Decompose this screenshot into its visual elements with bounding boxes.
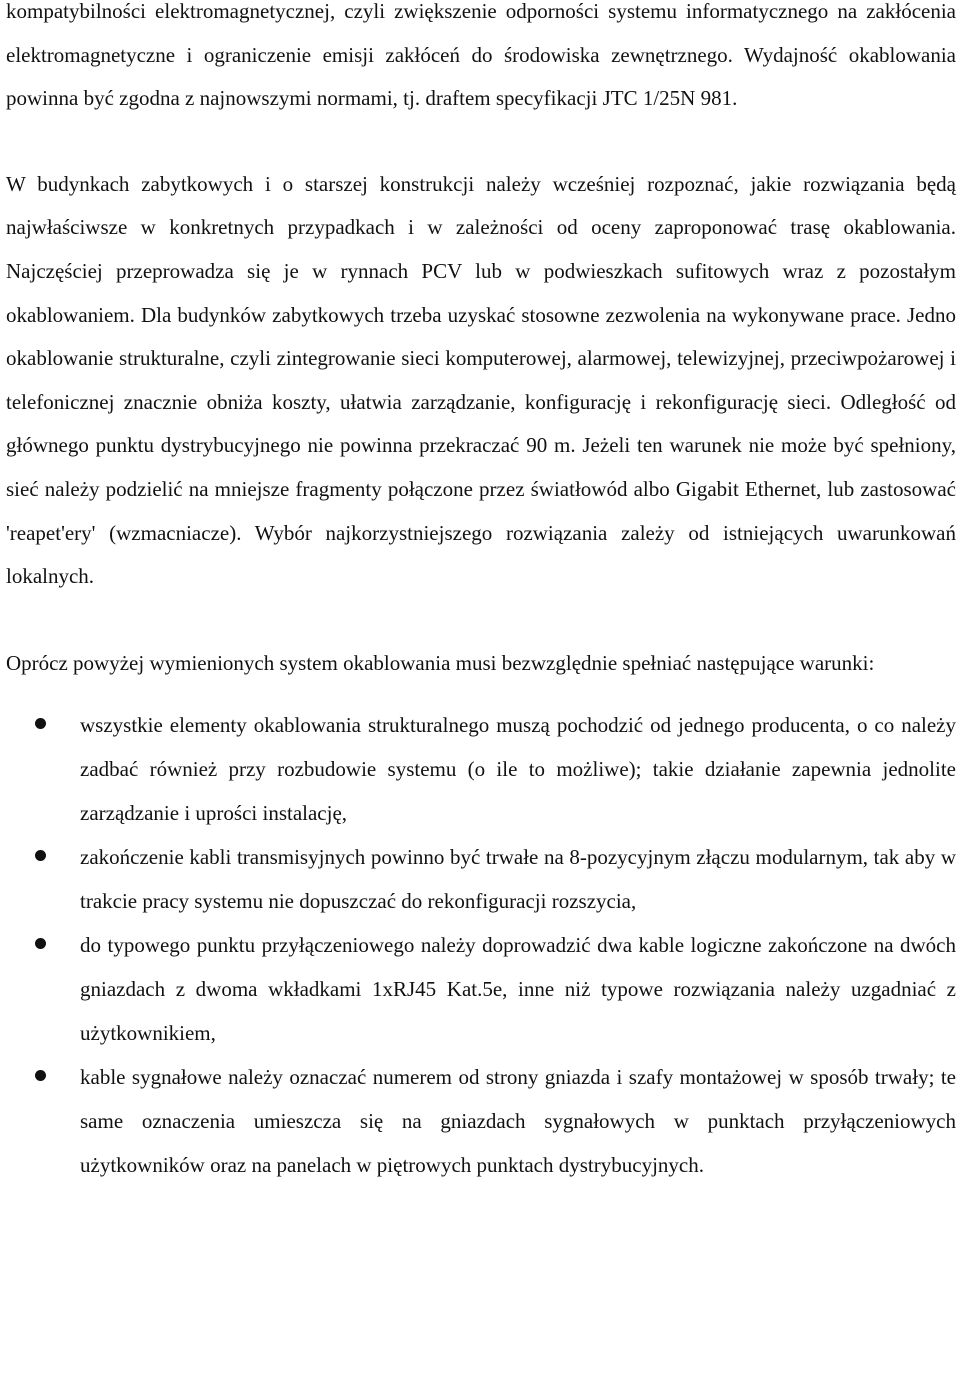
document-page: [6, 0, 956, 1187]
bullet-icon: [35, 718, 46, 729]
paragraph-historic-buildings: W budynkach zabytkowych i o starszej konstrukcji należy wcześniej rozpoznać, jakie rozwiązania będą najwłaściwsze w konkretnych przypadkach i w zależności od oceny zaproponować trasę okablowania. Najczęściej przeprowadza się je w rynnach PCV lub w podwieszkach sufitowych wraz z pozostałym okablowaniem. Dla budynków zabytkowych trzeba uzyskać stosowne zezwolenia na wykonywane prace. Jedno okablowanie strukturalne, czyli zintegrowanie sieci komputerowej, alarmowej, telewizyjnej, przeciwpożarowej i telefonicznej znacznie obniża koszty, ułatwia zarządzanie, konfigurację i rekonfigurację sieci. Odległość od głównego punktu dystrybucyjnego nie powinna przekraczać 90 m. Jeżeli ten warunek nie może być spełniony, sieć należy podzielić na mniejsze fragmenty połączone przez światłowód albo Gigabit Ethernet, lub zastosować 'reapet'ery' (wzmacniacze). Wybór najkorzystniejszego rozwiązania zależy od istniejących uwarunkowań lokalnych.: [6, 171, 956, 589]
bullet-icon: [35, 938, 46, 949]
list-item: [6, 923, 956, 1055]
list-item-text: do typowego punktu przyłączeniowego należy doprowadzić dwa kable logiczne zakończone na dwóch gniazdach z dwoma wkładkami 1xRJ45 Kat.5e, inne niż typowe rozwiązania należy uzgadniać z użytkownikiem,: [80, 932, 956, 1045]
list-item: [6, 835, 956, 923]
bullet-icon: [35, 1070, 46, 1081]
list-item: [6, 1055, 956, 1187]
requirements-list: [6, 703, 956, 1187]
list-item-text: zakończenie kabli transmisyjnych powinno być trwałe na 8-pozycyjnym złączu modularnym, tak aby w trakcie pracy systemu nie dopuszczać do rekonfiguracji rozszycia,: [80, 844, 956, 913]
list-item-text: kable sygnałowe należy oznaczać numerem od strony gniazda i szafy montażowej w sposób trwały; te same oznaczenia umieszcza się na gniazdach sygnałowych w punktach przyłączeniowych użytkowników oraz na panelach w piętrowych punktach dystrybucyjnych.: [80, 1064, 956, 1177]
paragraph-requirements-intro: Oprócz powyżej wymienionych system okablowania musi bezwzględnie spełniać następujące warunki:: [6, 650, 875, 675]
bullet-icon: [35, 850, 46, 861]
list-item: [6, 703, 956, 835]
paragraph-compatibility: kompatybilności elektromagnetycznej, czyli zwiększenie odporności systemu informatycznego na zakłócenia elektromagnetyczne i ograniczenie emisji zakłóceń do środowiska zewnętrznego. Wydajność okablowania powinna być zgodna z najnowszymi normami, tj. draftem specyfikacji JTC 1/25N 981.: [6, 0, 956, 111]
list-item-text: wszystkie elementy okablowania strukturalnego muszą pochodzić od jednego producenta, o co należy zadbać również przy rozbudowie systemu (o ile to możliwe); takie działanie zapewnia jednolite zarządzanie i uprości instalację,: [80, 712, 956, 825]
